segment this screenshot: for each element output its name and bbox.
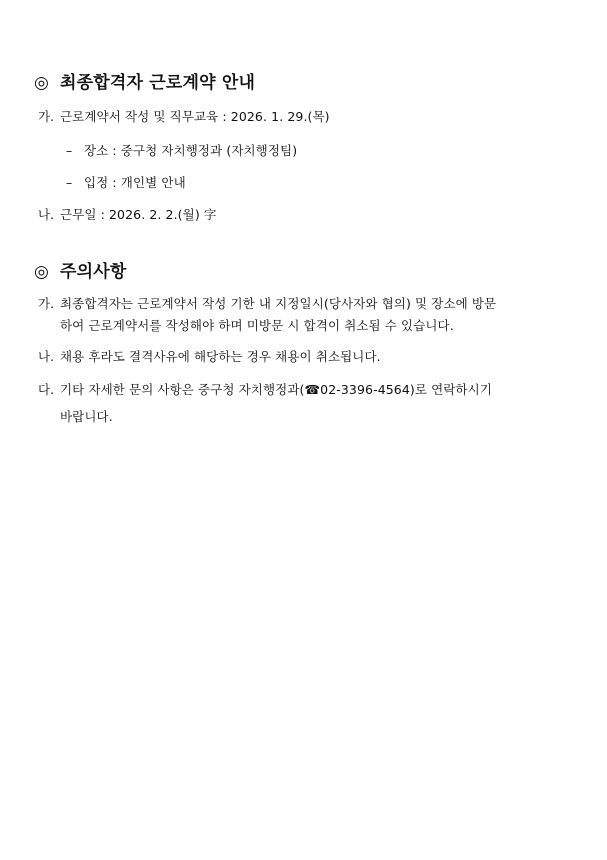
sub-item-text: 입정 : 개인별 안내 bbox=[84, 175, 186, 190]
list-label: 다. bbox=[38, 382, 55, 397]
list-item-work-start bbox=[38, 205, 216, 223]
list-text: 바랍니다. bbox=[60, 409, 113, 424]
list-label: 가. bbox=[38, 296, 55, 311]
list-label: 가. bbox=[38, 109, 55, 124]
list-label: 나. bbox=[38, 349, 55, 364]
list-item-continuation bbox=[60, 407, 113, 425]
list-item-contract-deadline bbox=[38, 294, 496, 312]
double-circle-bullet-icon: ◎ bbox=[34, 262, 50, 282]
list-text: 기타 자세한 문의 사항은 중구청 자치행정과(☎02-3396-4564)로 연락하시기 bbox=[60, 382, 493, 397]
list-item-continuation bbox=[60, 316, 454, 334]
sub-item-text: 장소 : 중구청 자치행정과 (자치행정팀) bbox=[84, 143, 298, 158]
list-text: 최종합격자는 근로계약서 작성 기한 내 지정일시(당사자와 협의) 및 장소에 방문 bbox=[60, 296, 497, 311]
list-item-contact bbox=[38, 380, 492, 398]
dash-bullet-icon: – bbox=[66, 143, 73, 158]
dash-bullet-icon: – bbox=[66, 175, 73, 190]
list-text: 채용 후라도 결격사유에 해당하는 경우 채용이 취소됩니다. bbox=[60, 349, 381, 364]
sub-item-time bbox=[66, 173, 186, 191]
list-text: 근무일 : 2026. 2. 2.(월) 字 bbox=[60, 207, 217, 222]
list-text: 하여 근로계약서를 작성해야 하며 미방문 시 합격이 취소됨 수 있습니다. bbox=[60, 318, 454, 333]
list-text: 근로계약서 작성 및 직무교육 : 2026. 1. 29.(목) bbox=[60, 109, 330, 124]
list-label: 나. bbox=[38, 207, 55, 222]
section-heading-contract bbox=[34, 68, 255, 93]
list-item-contract-date bbox=[38, 107, 330, 125]
section-title: 최종합격자 근로계약 안내 bbox=[60, 73, 256, 93]
sub-item-place bbox=[66, 141, 297, 159]
double-circle-bullet-icon: ◎ bbox=[34, 73, 50, 93]
list-item-disqualification bbox=[38, 347, 381, 365]
section-heading-notice bbox=[34, 257, 127, 282]
section-title: 주의사항 bbox=[60, 262, 127, 282]
